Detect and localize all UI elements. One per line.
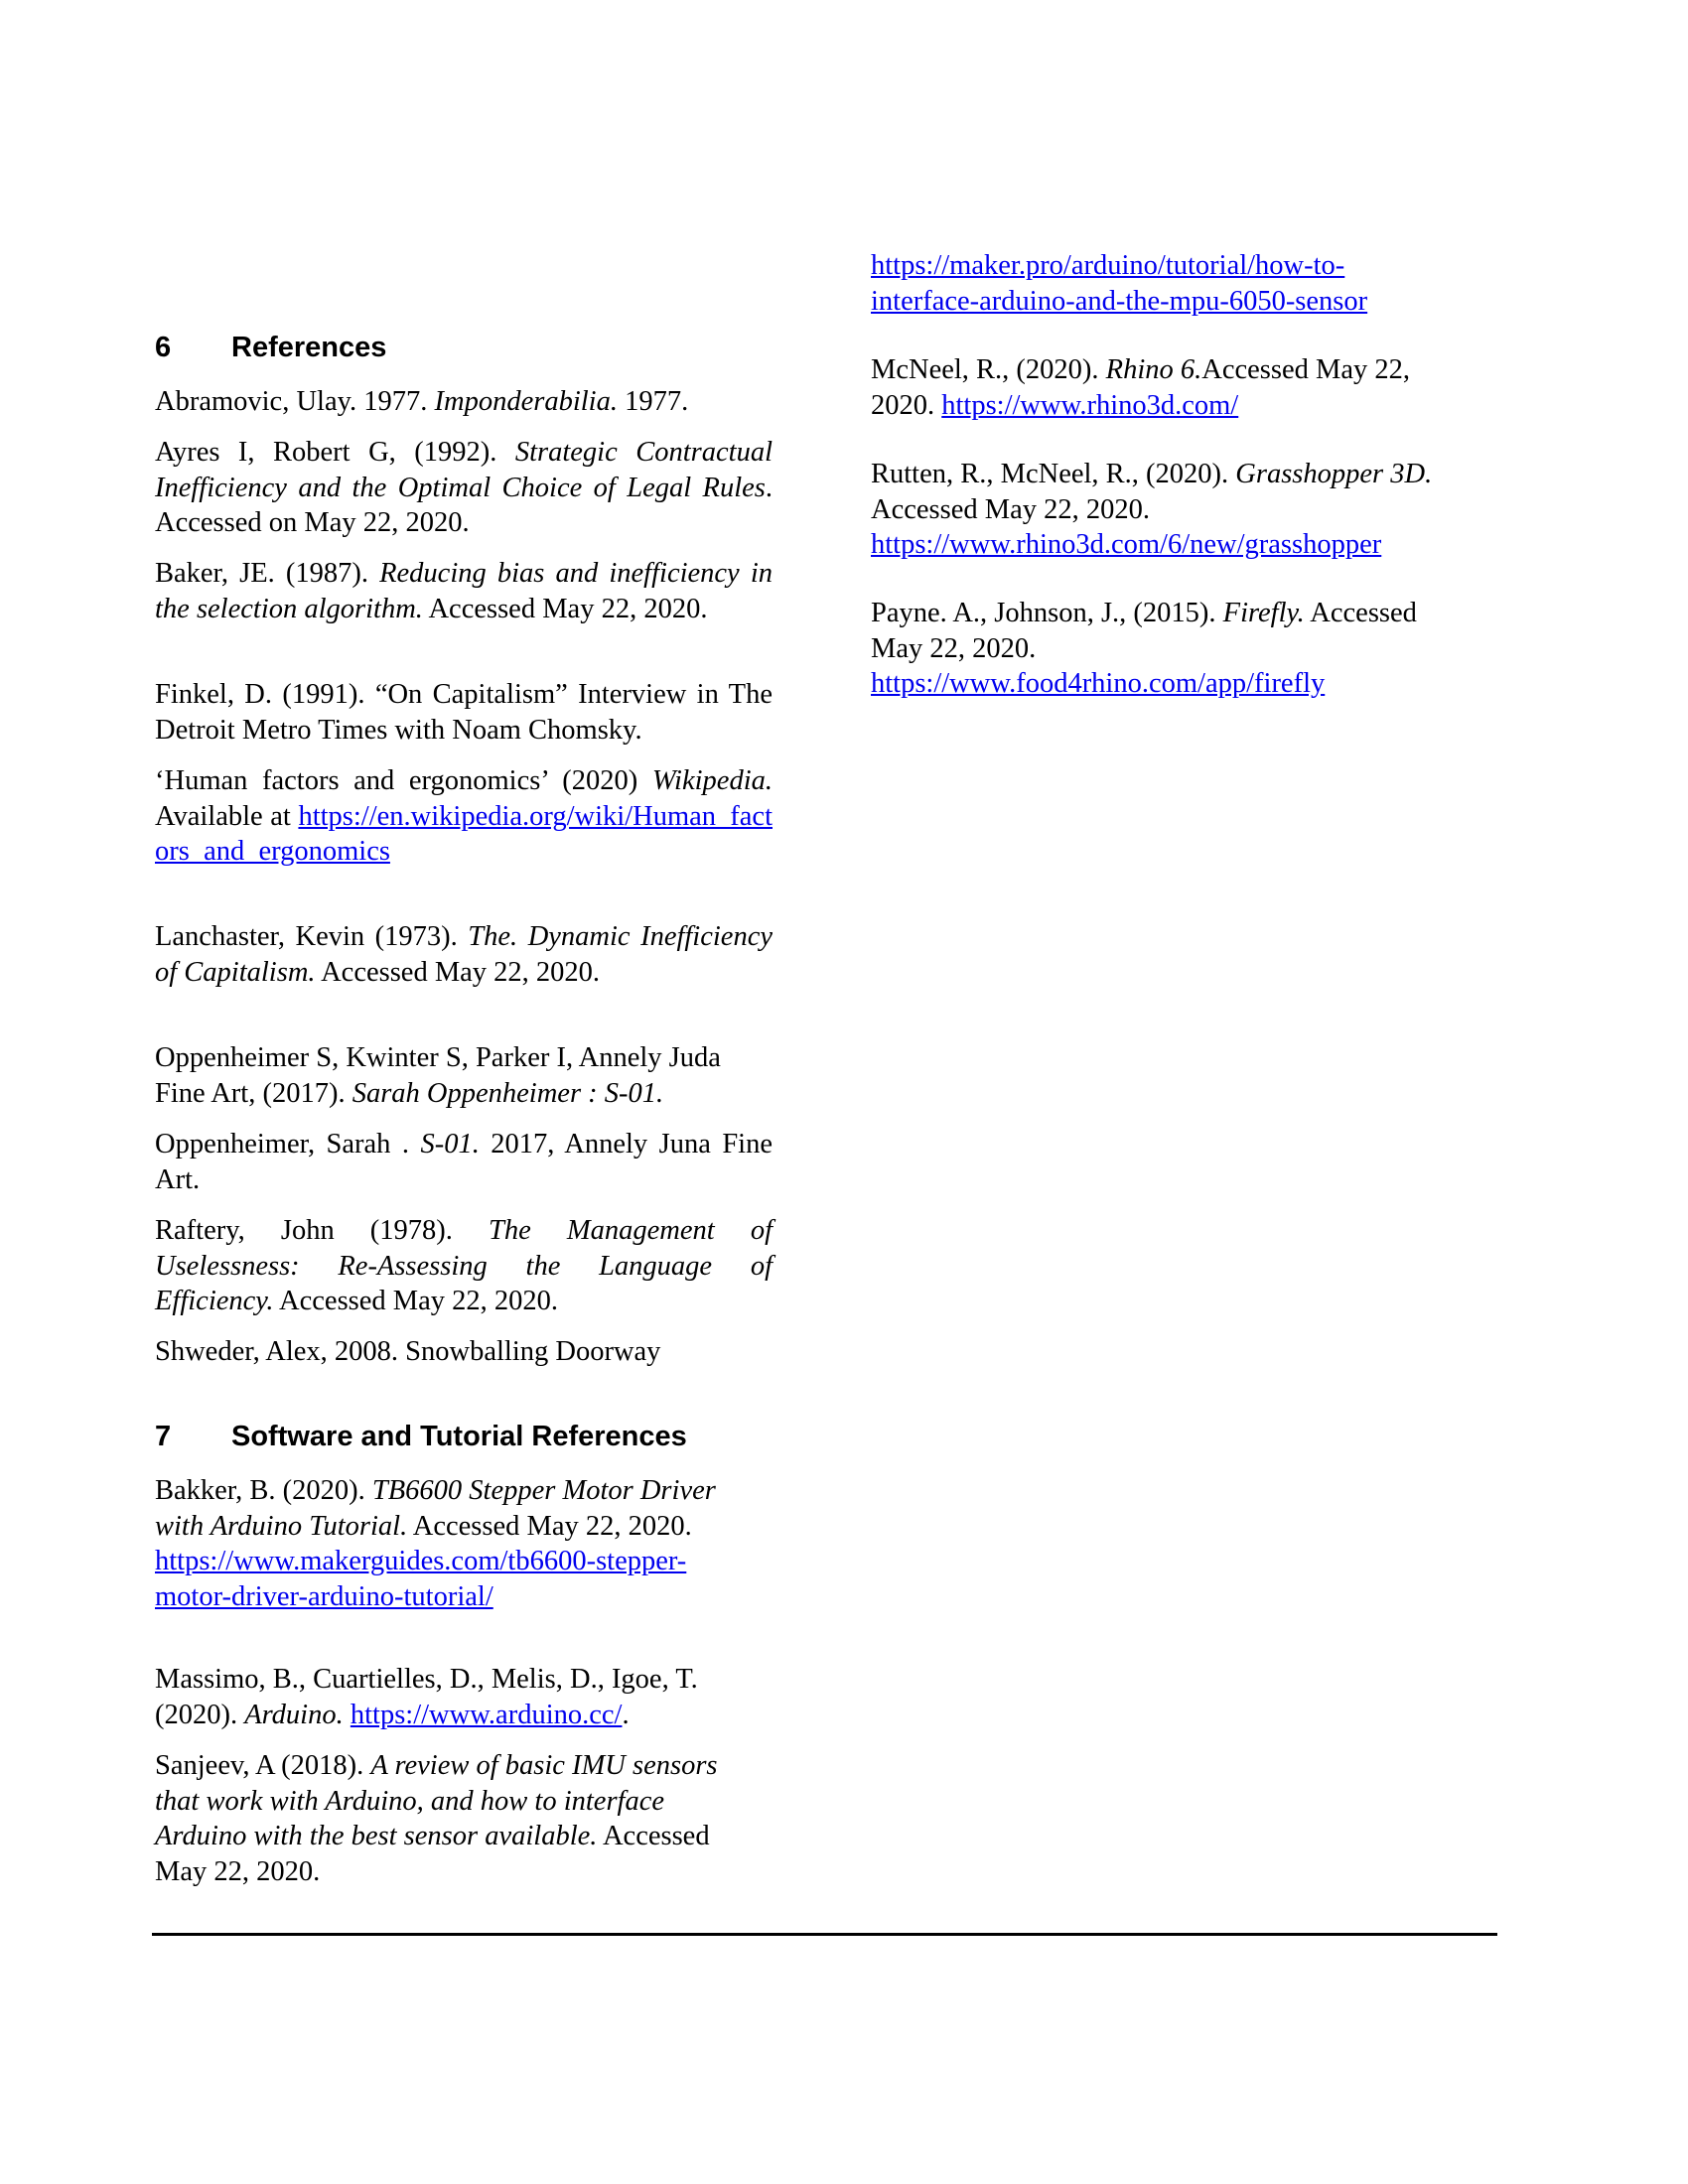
ref-title: S-01. bbox=[420, 1129, 480, 1160]
ref-text: Ayres I, Robert G, (1992). bbox=[155, 437, 515, 468]
ref-text: Shweder, Alex, 2008. Snowballing Doorway bbox=[155, 1336, 661, 1367]
ref-text bbox=[344, 1700, 351, 1730]
ref-text: Accessed May 22, 2020. bbox=[155, 1821, 710, 1887]
section-title: References bbox=[231, 332, 387, 363]
ref-text: Lanchaster, Kevin (1973). bbox=[155, 921, 469, 952]
ref-title: Reducing bias and inefficiency in the selection algorithm. bbox=[155, 558, 773, 624]
reference-human-factors bbox=[155, 763, 773, 870]
reference-link[interactable]: https://en.wikipedia.org/wiki/Human_factors_and_ergonomics bbox=[155, 800, 773, 867]
ref-text: Massimo, B., Cuartielles, D., Melis, D., Igoe, T. (2020). bbox=[155, 1664, 698, 1730]
ref-text: Bakker, B. (2020). bbox=[155, 1475, 372, 1506]
reference-sanjeev bbox=[155, 1748, 756, 1889]
ref-text: Raftery, John (1978). bbox=[155, 1215, 490, 1246]
reference-rutten bbox=[871, 457, 1481, 563]
section-heading-references bbox=[155, 331, 773, 364]
ref-text: Accessed May 22, 2020. bbox=[871, 598, 1417, 664]
reference-abramovic bbox=[155, 384, 773, 420]
ref-text: Baker, JE. (1987). bbox=[155, 558, 380, 589]
reference-oppenheimer-2 bbox=[155, 1127, 773, 1197]
ref-text: . bbox=[622, 1699, 630, 1730]
section-number: 7 bbox=[155, 1421, 172, 1452]
ref-title: TB6600 Stepper Motor Driver with Arduino Tutorial. bbox=[155, 1475, 716, 1542]
ref-text: Accessed May 22, 2020. bbox=[315, 956, 601, 988]
ref-title: The Management of Uselessness: Re-Assessing the Language of Efficiency. bbox=[155, 1215, 773, 1316]
reference-lanchaster bbox=[155, 919, 773, 990]
reference-link[interactable]: https://maker.pro/arduino/tutorial/how-to-interface-arduino-and-the-mpu-6050-sensor bbox=[871, 250, 1368, 317]
ref-text: Abramovic, Ulay. 1977. bbox=[155, 386, 435, 417]
reference-oppenheimer-1 bbox=[155, 1040, 773, 1111]
ref-title: Wikipedia. bbox=[651, 765, 773, 796]
ref-title: Firefly. bbox=[1222, 598, 1305, 628]
reference-link[interactable]: https://www.food4rhino.com/app/firefly bbox=[871, 668, 1326, 699]
reference-mcneel bbox=[871, 352, 1467, 423]
ref-text: Oppenheimer S, Kwinter S, Parker I, Annely Juda Fine Art, (2017). bbox=[155, 1042, 721, 1109]
reference-link[interactable]: https://www.arduino.cc/ bbox=[350, 1699, 623, 1730]
ref-text: Payne. A., Johnson, J., (2015). bbox=[871, 598, 1223, 628]
ref-text: Sanjeev, A (2018). bbox=[155, 1750, 371, 1781]
reference-link[interactable]: https://www.makerguides.com/tb6600-stepper-motor-driver-arduino-tutorial/ bbox=[155, 1546, 687, 1612]
reference-massimo bbox=[155, 1662, 751, 1732]
reference-bakker bbox=[155, 1473, 761, 1614]
ref-text: Finkel, D. (1991). “On Capitalism” Interview in The Detroit Metro Times with Noam Chomsky. bbox=[155, 679, 773, 746]
ref-text: Oppenheimer, Sarah . bbox=[155, 1129, 421, 1160]
ref-text: ‘Human factors and ergonomics’ (2020) bbox=[155, 765, 652, 796]
reference-link[interactable]: https://www.rhino3d.com/ bbox=[941, 389, 1239, 421]
ref-title: Grasshopper 3D. bbox=[1235, 459, 1433, 489]
ref-text: Available at bbox=[155, 800, 299, 832]
reference-raftery bbox=[155, 1213, 773, 1319]
ref-text: Rutten, R., McNeel, R., (2020). bbox=[871, 459, 1236, 489]
ref-title: The. Dynamic Inefficiency of Capitalism. bbox=[155, 921, 773, 988]
ref-title: Sarah Oppenheimer : S-01. bbox=[352, 1077, 664, 1109]
section-title: Software and Tutorial References bbox=[231, 1421, 687, 1452]
ref-text: Accessed May 22, 2020. bbox=[871, 354, 1410, 421]
reference-ayres bbox=[155, 435, 773, 541]
ref-title: Strategic Contractual Inefficiency and the Optimal Choice of Legal Rules bbox=[155, 437, 773, 503]
ref-text: Accessed May 22, 2020. bbox=[273, 1286, 559, 1316]
ref-text: Accessed May 22, 2020. bbox=[871, 493, 1150, 525]
reference-payne bbox=[871, 596, 1467, 702]
reference-baker bbox=[155, 556, 773, 626]
reference-sanjeev-link bbox=[871, 248, 1427, 319]
ref-text: Accessed May 22, 2020. bbox=[407, 1510, 692, 1542]
ref-title: Rhino 6. bbox=[1105, 354, 1202, 385]
reference-shweder bbox=[155, 1334, 773, 1370]
section-number: 6 bbox=[155, 332, 172, 363]
reference-link[interactable]: https://www.rhino3d.com/6/new/grasshopper bbox=[871, 529, 1382, 560]
ref-text: Accessed May 22, 2020. bbox=[422, 593, 708, 624]
ref-title: A review of basic IMU sensors that work with Arduino, and how to interface Arduino with the best sensor available. bbox=[155, 1750, 718, 1851]
ref-title: Imponderabilia. bbox=[434, 386, 618, 417]
footer-rule bbox=[152, 1933, 1497, 1936]
ref-title: Arduino. bbox=[244, 1699, 344, 1730]
ref-text: . Accessed on May 22, 2020. bbox=[155, 472, 773, 538]
section-heading-software bbox=[155, 1420, 773, 1453]
ref-text: McNeel, R., (2020). bbox=[871, 354, 1106, 385]
reference-finkel bbox=[155, 677, 773, 748]
ref-text: 2017, Annely Juna Fine Art. bbox=[155, 1129, 773, 1195]
ref-text: 1977. bbox=[617, 386, 689, 417]
